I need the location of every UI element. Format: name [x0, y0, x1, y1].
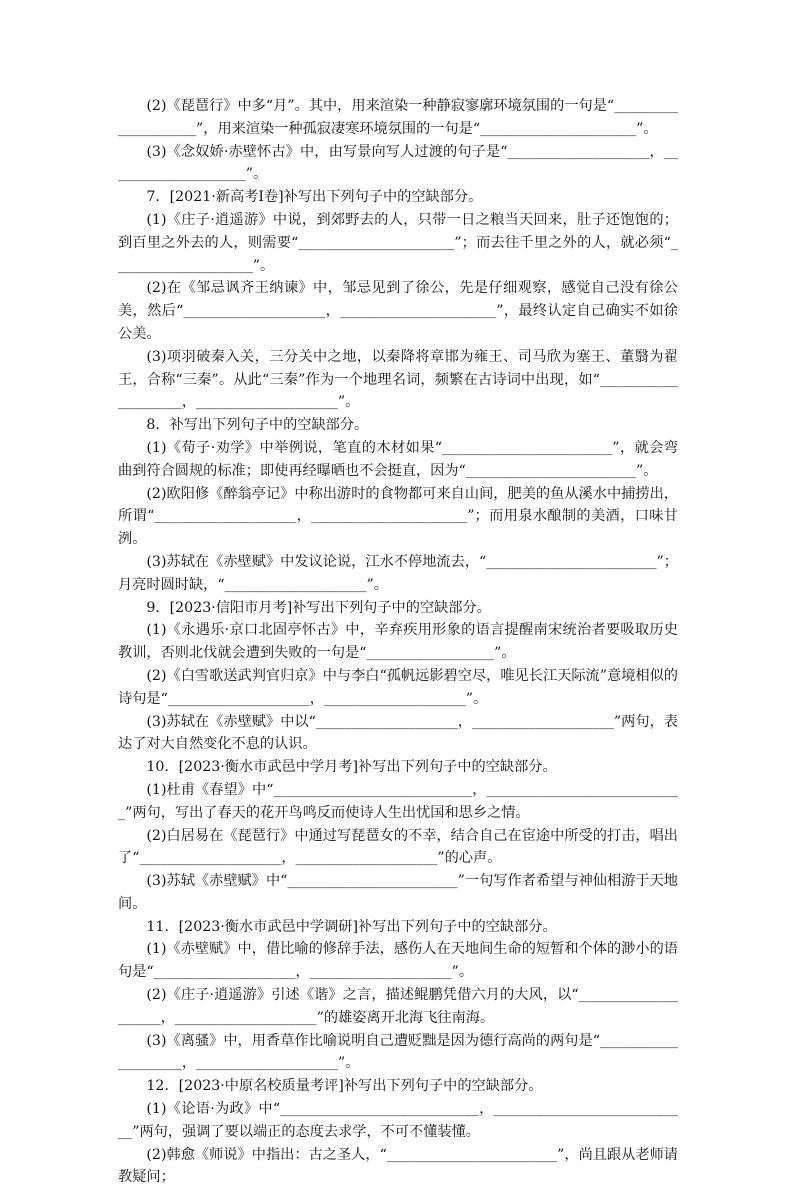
- q12-sub-1: (1)《论语·为政》中“____________________________，____________________________”两句，强调了要以端正的态度去求学，不可不懂装懂。: [118, 1101, 678, 1140]
- q7-sub-1: (1)《庄子·逍遥游》中说，到郊野去的人，只带一日之粮当天回来，肚子还饱饱的；到百里之外去的人，则需要“______________________”；而去往千里之外的人，就必须“____________________”。: [118, 211, 678, 274]
- question-12-title: 12．[2023·中原名校质量考评]补写出下列句子中的空缺部分。: [146, 1078, 543, 1095]
- question-10-title: 10．[2023·衡水市武邑中学月考]补写出下列句子中的空缺部分。: [146, 759, 557, 776]
- document-page: [118, 95, 678, 1189]
- q8-sub-3: (3)苏轼在《赤壁赋》中发议论说，江水不停地流去，“________________________”；月亮时圆时缺，“____________________”。: [118, 553, 678, 593]
- q8-sub-2: (2)欧阳修《醉翁亭记》中称出游时的食物都可来自山间，肥美的鱼从溪水中捕捞出，所谓“____________________，______________________”；而用泉水酿制的美酒，口味甘洌。: [118, 485, 678, 548]
- sub-question-2: (2)《琵琶行》中多“月”。其中，用来渲染一种静寂寥廓环境氛围的一句是“____________________”，用来渲染一种孤寂凄寒环境氛围的一句是“______________________”。: [118, 98, 678, 137]
- q9-sub-3: (3)苏轼在《赤壁赋》中以“____________________，____________________”两句，表达了对大自然变化不息的认识。: [118, 713, 678, 753]
- q9-sub-2: (2)《白雪歌送武判官归京》中与李白“孤帆远影碧空尽，唯见长江天际流”意境相似的诗句是“____________________，____________________”。: [118, 667, 678, 707]
- sub-question-3: (3)《念奴娇·赤壁怀古》中，由写景向写人过渡的句子是“____________________，____________________”。: [118, 143, 678, 183]
- q10-sub-3: (3)苏轼《赤壁赋》中“________________________”一句写作者希望与神仙相游于天地间。: [118, 873, 678, 912]
- q11-sub-2: (2)《庄子·逍遥游》引述《谐》之言，描述鲲鹏凭借六月的大风，以“____________________，____________________”的雄姿离开北海飞往南海。: [118, 987, 678, 1026]
- q12-sub-2: (2)韩愈《师说》中指出：古之圣人，“________________________”，尚且跟从老师请教疑问；: [118, 1146, 678, 1186]
- q7-sub-2: (2)在《邹忌讽齐王纳谏》中，邹忌见到了徐公，先是仔细观察，感觉自己没有徐公美，然后“____________________，______________________”，最终认定自己确实不如徐公美。: [118, 280, 678, 342]
- q11-sub-1: (1)《赤壁赋》中，借比喻的修辞手法，感伤人在天地间生命的短暂和个体的渺小的语句是“____________________，____________________”。: [118, 941, 678, 981]
- question-11-title: 11．[2023·衡水市武邑中学调研]补写出下列句子中的空缺部分。: [146, 918, 557, 935]
- q8-sub-1: (1)《荀子·劝学》中举例说，笔直的木材如果“________________________”，就会弯曲到符合圆规的标准；即使再经曝晒也不会挺直，因为“________________________”。: [118, 439, 678, 479]
- question-7-title: 7．[2021·新高考Ⅰ卷]补写出下列句子中的空缺部分。: [146, 189, 483, 206]
- q7-sub-3: (3)项羽破秦入关，三分关中之地，以秦降将章邯为雍王、司马欣为塞王、董翳为翟王，合称“三秦”。从此“三秦”作为一个地理名词，频繁在古诗词中出现，如“____________________，____________________”。: [118, 348, 678, 411]
- q10-sub-2: (2)白居易在《琵琶行》中通过写琵琶女的不幸，结合自己在宦途中所受的打击，唱出了“____________________，____________________”的心声。: [118, 827, 678, 867]
- q10-sub-1: (1)杜甫《春望》中“____________________________，____________________________”两句，写出了春天的花开鸟鸣反而使诗人生出忧国和思乡之情。: [118, 781, 678, 821]
- question-8-title: 8．补写出下列句子中的空缺部分。: [146, 417, 369, 434]
- q9-sub-1: (1)《永遇乐·京口北固亭怀古》中，辛弃疾用形象的语言提醒南宋统治者要吸取历史教训，否则北伐就会遭到失败的一句是“__________________”。: [118, 622, 678, 662]
- question-9-title: 9．[2023·信阳市月考]补写出下列句子中的空缺部分。: [146, 599, 491, 616]
- q11-sub-3: (3)《离骚》中，用香草作比喻说明自己遭贬黜是因为德行高尚的两句是“____________________，____________________”。: [118, 1032, 678, 1072]
